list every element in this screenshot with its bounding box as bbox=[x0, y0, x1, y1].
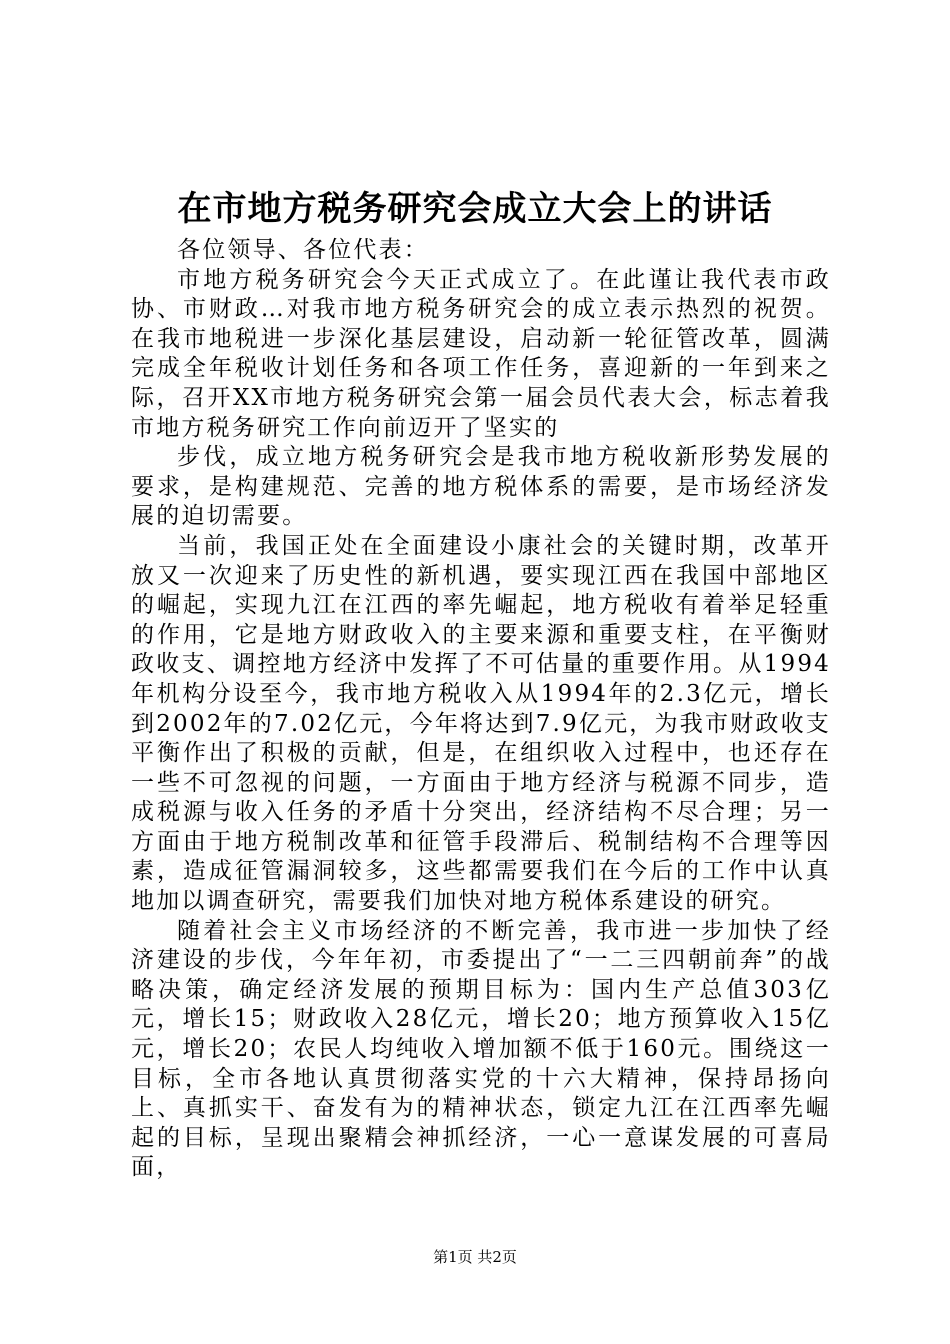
document-body bbox=[131, 236, 831, 1183]
paragraph-2: 步伐，成立地方税务研究会是我市地方税收新形势发展的要求，是构建规范、完善的地方税体系的需要，是市场经济发展的迫切需要。 bbox=[131, 444, 831, 530]
paragraph-3: 当前，我国正处在全面建设小康社会的关键时期，改革开放又一次迎来了历史性的新机遇，要实现江西在我国中部地区的崛起，实现九江在江西的率先崛起，地方税收有着举足轻重的作用，它是地方财政收入的主要来源和重要支柱，在平衡财政收支、调控地方经济中发挥了不可估量的重要作用。从1994年机构分设至今，我市地方税收入从1994年的2.3亿元，增长到2002年的7.02亿元，今年将达到7.9亿元，为我市财政收支平衡作出了积极的贡献，但是，在组织收入过程中，也还存在一些不可忽视的问题，一方面由于地方经济与税源不同步，造成税源与收入任务的矛盾十分突出，经济结构不尽合理；另一方面由于地方税制改革和征管手段滞后、税制结构不合理等因素，造成征管漏洞较多，这些都需要我们在今后的工作中认真地加以调查研究，需要我们加快对地方税体系建设的研究。 bbox=[131, 532, 831, 915]
page-number: 第1页 共2页 bbox=[433, 1248, 517, 1266]
document-title: 在市地方税务研究会成立大会上的讲话 bbox=[177, 189, 773, 229]
paragraph-4: 随着社会主义市场经济的不断完善，我市进一步加快了经济建设的步伐，今年年初，市委提出了“一二三四朝前奔”的战略决策，确定经济发展的预期目标为：国内生产总值303亿元，增长15；财政收入28亿元，增长20；地方预算收入15亿元，增长20；农民人均纯收入增加额不低于160元。围绕这一目标，全市各地认真贯彻落实党的十六大精神，保持昂扬向上、真抓实干、奋发有为的精神状态，锁定九江在江西率先崛起的目标，呈现出聚精会神抓经济，一心一意谋发展的可喜局面， bbox=[131, 917, 831, 1181]
page-footer bbox=[0, 1247, 950, 1267]
paragraph-1: 市地方税务研究会今天正式成立了。在此谨让我代表市政协、市财政…对我市地方税务研究会的成立表示热烈的祝贺。在我市地税进一步深化基层建设，启动新一轮征管改革，圆满完成全年税收计划任务和各项工作任务，喜迎新的一年到来之际，召开XX市地方税务研究会第一届会员代表大会，标志着我市地方税务研究工作向前迈开了坚实的 bbox=[131, 266, 831, 441]
salutation: 各位领导、各位代表： bbox=[177, 237, 429, 263]
